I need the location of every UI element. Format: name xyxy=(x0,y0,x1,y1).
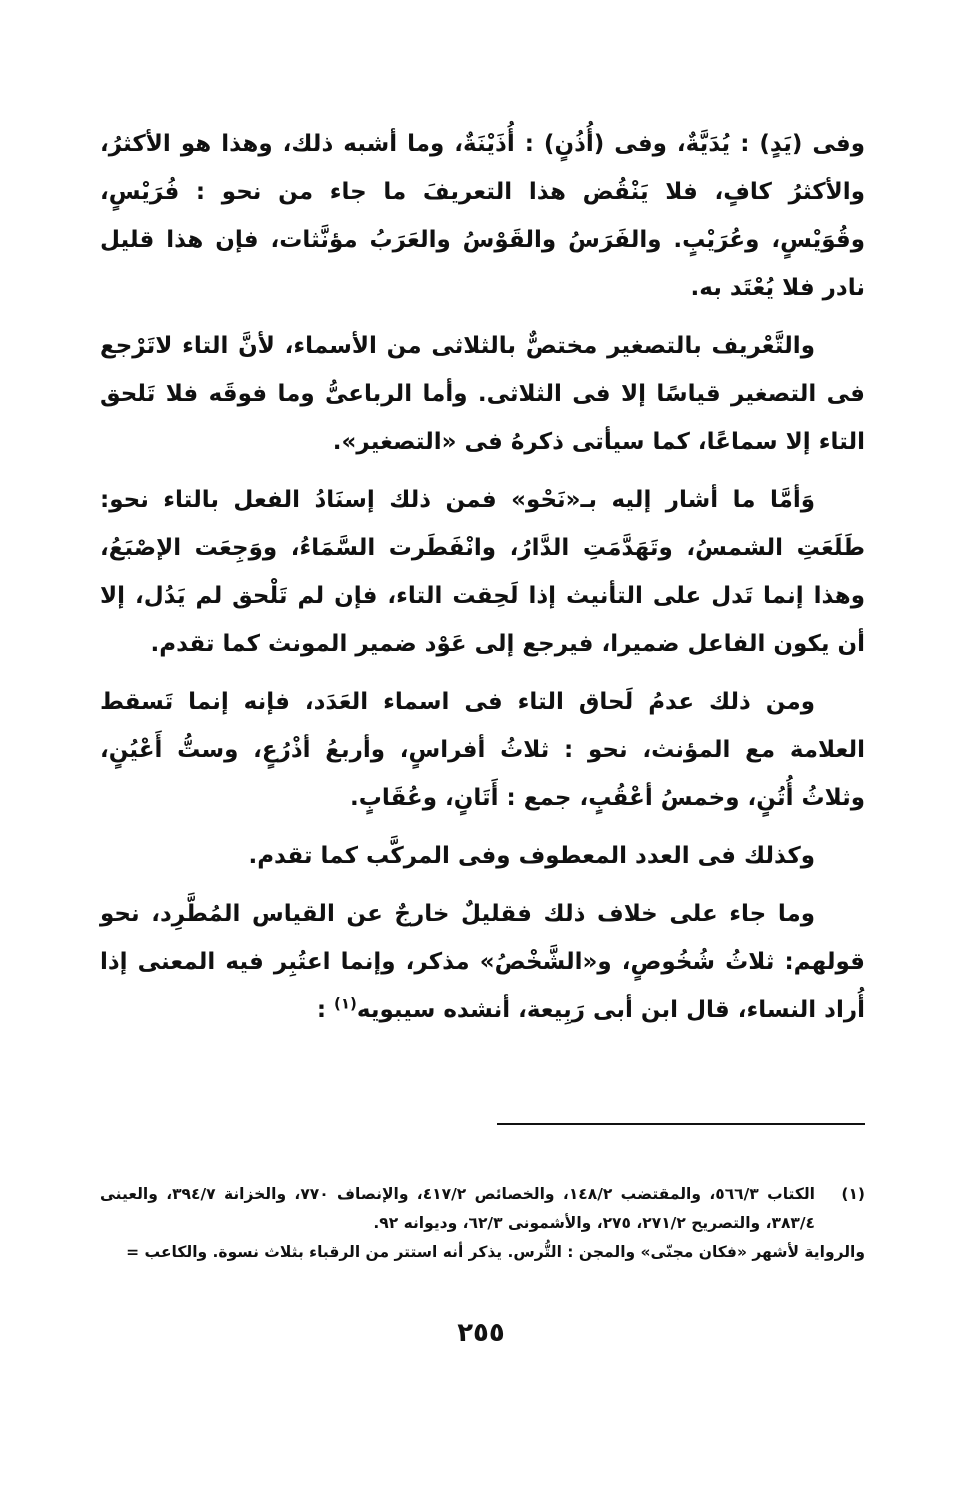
footnote-item xyxy=(100,1180,865,1238)
paragraph-5: وكذلك فى العدد المعطوف وفى المركَّب كما تقدم. xyxy=(248,843,815,869)
footnote-continuation: والرواية لأشهر «فكان مجنّى» والمجن : التُّرس. يذكر أنه استتر من الرقباء بثلاث نسوة. والكاعب = xyxy=(126,1243,865,1261)
paragraph-1: وفى (يَدٍ) : يُدَيَّةٌ، وفى (أُذُنٍ) : أُذَيْنَةٌ، وما أشبه ذلك، وهذا هو الأكثرُ، والأكثرُ كافٍ، فلا يَنْقُض هذا التعريفَ ما جاء من نحو : فُرَيْسٍ، وقُوَيْسٍ، وعُرَيْبٍ. والفَرَسُ والقَوْسُ والعَرَبُ مؤنَّثات، فإن هذا قليل نادر فلا يُعْتَد به. xyxy=(100,131,865,301)
footnote-number: (١) xyxy=(841,1185,865,1203)
paragraph-4: ومن ذلك عدمُ لَحاق التاء فى اسماء العَدَد، فإنه إنما تَسقط العلامة مع المؤنث، نحو : ثلاثُ أفراسٍ، وأربعُ أذْرُعٍ، وستُّ أَعْيُنٍ، وثلاثُ أُتُنٍ، وخمسُ أعْقُبٍ، جمع : أَتَانٍ، وعُقَابٍ. xyxy=(100,689,865,811)
footnote-sources: الكتاب ٥٦٦/٣، والمقتضب ١٤٨/٢، والخصائص ٤١٧/٢، والإنصاف ٧٧٠، والخزانة ٣٩٤/٧، والعينى ٣٨٣/٤، والتصريح ٢٧١/٢، ٢٧٥، والأشمونى ٦٢/٣، وديوانه ٩٢. xyxy=(100,1185,815,1232)
footnote-separator xyxy=(497,1123,865,1125)
page-number: ٢٥٥ xyxy=(457,1318,505,1348)
main-text xyxy=(100,120,865,1034)
paragraph-6-tail: : xyxy=(316,997,335,1023)
paragraph-3: وَأمَّا ما أشار إليه بـ«نَحْو» فمن ذلك إسنَادُ الفعل بالتاء نحو: طَلَعَتِ الشمسُ، وتَهَدَّمَتِ الدَّارُ، وانْفَطَرت السَّمَاءُ، ووَجِعَت الإصْبَعُ، وهذا إنما تَدل على التأنيث إذا لَحِقت التاء، فإن لم تَلْحق لم يَدُل، إلا أن يكون الفاعل ضميرا، فيرجع إلى عَوْد ضمير المونث كما تقدم. xyxy=(100,487,865,657)
paragraph-2: والتَّعْريف بالتصغير مختصٌّ بالثلاثى من الأسماء، لأنَّ التاء لاتَرْجع فى التصغير قياسًا إلا فى الثلاثى. وأما الرباعىُّ وما فوقَه فلا تَلحق التاء إلا سماعًا، كما سيأتى ذكرهُ فى «التصغير». xyxy=(100,333,865,455)
footnote-reference[interactable]: (١) xyxy=(334,994,357,1013)
paragraph-6-text: وما جاء على خلاف ذلك فقليلٌ خارجٌ عن القياس المُطَّرِد، نحو قولهم: ثلاثُ شُخُوصٍ، و«الشَّخْصُ» مذكر، وإنما اعتُبِر فيه المعنى إذا أُراد النساء، قال ابن أبى رَبِيعة، أنشده سيبويه xyxy=(100,901,865,1023)
footnotes xyxy=(100,1180,865,1267)
paragraph-6 xyxy=(100,890,865,1034)
